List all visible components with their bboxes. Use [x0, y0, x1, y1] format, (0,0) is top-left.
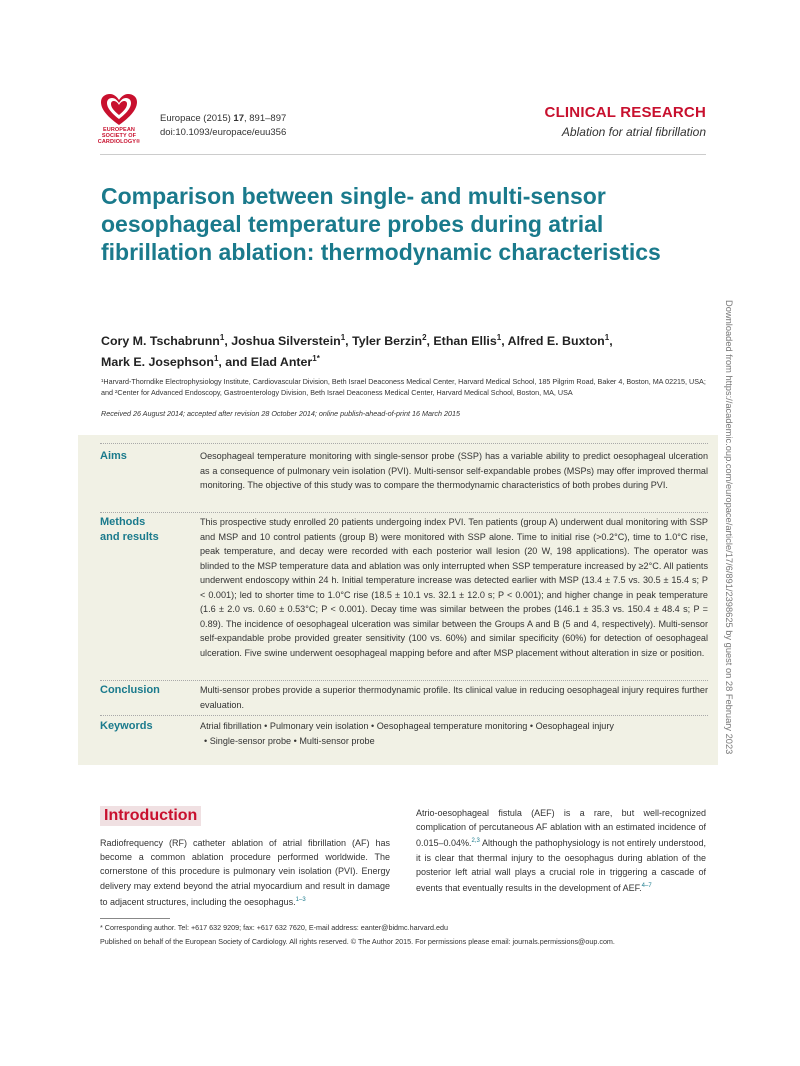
keywords-label: Keywords: [100, 720, 153, 732]
keywords-list: [200, 719, 708, 748]
journal-name: Europace (2015): [160, 113, 231, 124]
article-title: Comparison between single- and multi-sensor oesophageal temperature probes during atrial fibrillation ablation: thermodynamic characteristics: [101, 183, 661, 265]
correspondence-note: * Corresponding author. Tel: +617 632 9209; fax: +617 632 7620, E-mail address: eanter@bidmc.harvard.edu: [100, 923, 448, 932]
author-name[interactable]: Mark E. Josephson: [101, 355, 214, 370]
intro-paragraph: Radiofrequency (RF) catheter ablation of atrial fibrillation (AF) has become a common ablation procedure performed worldwide. The cornerstone of this procedure is pulmonary vein isolation (PVI). Energy delivery may extend beyond the atrial myocardium and result in damage to adjacent structures, including the oesophagus.: [100, 838, 390, 907]
author-name[interactable]: Cory M. Tschabrunn: [101, 334, 220, 349]
journal-volume: 17: [233, 113, 244, 124]
citation-ref[interactable]: 1–3: [295, 896, 306, 903]
author-name[interactable]: and Elad Anter: [225, 355, 313, 370]
author-name[interactable]: Joshua Silverstein: [231, 334, 341, 349]
footnote-rule: [100, 918, 170, 919]
watermark-text: Downloaded from https://academic.oup.com/europace/article/17/6/891/2398625 by guest on 28 February 2023: [724, 300, 734, 755]
affiliations: ¹Harvard-Thorndike Electrophysiology Institute, Cardiovascular Division, Beth Israel Deaconess Medical Center, Harvard Medical School, 185 Pilgrim Road, Baker 4, Boston, MA 02215, USA; and ²Center for Advanced Endoscopy, Gastroenterology Division, Beth Israel Deaconess Medical Center, Harvard Medical School, Boston, MA, USA: [101, 377, 706, 397]
keywords-line: Atrial fibrillation • Pulmonary vein isolation • Oesophageal temperature monitoring • Oesophageal injury: [200, 721, 614, 731]
abstract-methods: [100, 515, 708, 660]
conclusion-label: Conclusion: [100, 684, 160, 696]
abstract-divider: [100, 715, 708, 716]
logo-line-1: EUROPEAN: [103, 127, 135, 133]
author-name[interactable]: Alfred E. Buxton: [507, 334, 605, 349]
abstract-conclusion: [100, 683, 708, 712]
conclusion-text: Multi-sensor probes provide a superior thermodynamic profile. Its clinical value in reducing oesophageal injury requires further evaluation.: [200, 685, 708, 710]
citation-ref[interactable]: 2,3: [471, 838, 480, 845]
author-affil: 1: [604, 333, 610, 342]
logo-line-2: SOCIETY OF: [101, 133, 137, 139]
intro-paragraph: Although the pathophysiology is not entirely understood, it is clear that thermal injury to the oesophagus during ablation of the posterior left atrial wall plays a crucial role in triggering a cascade of events that eventually results in the development of AEF.: [416, 838, 706, 894]
aims-label: Aims: [100, 450, 127, 462]
journal-pages: , 891–897: [244, 113, 287, 124]
author-affil: 1: [340, 333, 346, 342]
abstract-divider: [100, 512, 708, 513]
abstract-divider: [100, 680, 708, 681]
abstract-aims: [100, 449, 708, 493]
doi-link[interactable]: doi:10.1093/europace/euu356: [160, 127, 287, 138]
structured-abstract: [78, 435, 718, 765]
author-affil: 1: [213, 354, 219, 364]
methods-text: This prospective study enrolled 20 patients undergoing index PVI. Ten patients (group A) underwent dual monitoring with SSP and MSP and 10 control patients (group B) were monitored with SSP alone. Time to initial rise (>0.2°C), time to 1.0°C rise, peak temperature, and decay were recorded with each posterior wall lesion (20 W, 198 applications). The operator was blinded to the MSP temperature data and ablation was only interrupted when SSP temperature increased by ≥2°C. All patients underwent endoscopy within 24 h. Initial temperature increase was detected earlier with MSP (13.4 ± 7.5 vs. 30.5 ± 15.4 s; P < 0.001); led to shorter time to 1.0°C rise (18.5 ± 10.1 vs. 32.1 ± 12.0 s; P < 0.001); and higher change in peak temperature (1.6 ± 2.0 vs. 0.60 ± 0.53°C; P < 0.001). Decay time was similar between the probes (146.1 ± 35.3 vs. 150.4 ± 48.4 s; P = 0.89). The incidence of oesophageal ulceration was similar between the Groups A and B (5 and 4, respectively). Multi-sensor self-expandable probe provided greater sensitivity (100 vs. 60%) and similar specificity (60%) for detection of oesophageal ulceration. Five swine underwent oesophageal mapping before and after MSP placement without alteration in size or position.: [200, 517, 708, 658]
intro-paragraph: Atrio-oesophageal fistula (AEF) is a rare, but well-recognized complication of percutaneous AF ablation with an estimated incidence of 0.015–0.04%.: [416, 808, 706, 849]
citation-ref[interactable]: 4–7: [641, 883, 652, 890]
abstract-divider: [100, 443, 708, 444]
logo-line-3: CARDIOLOGY®: [97, 139, 141, 145]
author-affil: 2: [422, 333, 427, 342]
publisher-note: Published on behalf of the European Society of Cardiology. All rights reserved. © The Author 2015. For permissions please email: journals.permissions@oup.com.: [100, 937, 615, 946]
author-affil: 1: [496, 333, 502, 342]
keywords-line: • Single-sensor probe • Multi-sensor probe: [204, 735, 375, 746]
methods-label: Methods and results: [100, 516, 159, 543]
intro-right-column: [416, 806, 706, 895]
section-subtitle: Ablation for atrial fibrillation: [561, 125, 706, 139]
abstract-keywords: [100, 719, 708, 748]
section-label: CLINICAL RESEARCH: [544, 104, 706, 121]
heart-logo-icon: [99, 93, 139, 127]
aims-text: Oesophageal temperature monitoring with single-sensor probe (SSP) has a variable ability to predict oesophageal ulceration as a consequence of pulmonary vein isolation (PVI). Multi-sensor self-expandable probes (MSPs) may offer improved thermal monitoring. The objective of this study was to compare the thermodynamic characteristics of both probes during PVI.: [200, 451, 708, 490]
author-affil: 1: [219, 333, 225, 342]
download-watermark: [724, 300, 744, 770]
author-name[interactable]: Ethan Ellis: [433, 334, 497, 349]
author-affil: 1*: [312, 354, 320, 364]
header-divider: [100, 154, 706, 155]
author-list: Cory M. Tschabrunn$^1$, Joshua Silverstein$^1$, Tyler Berzin$^2$, Ethan Ellis$^1$, Alfred E. Buxton$^1$, Mark E. Josephson$^1$, and Elad Anter$^{1*}$: [101, 333, 613, 370]
intro-left-column: [100, 836, 390, 909]
esc-logo: [88, 93, 150, 145]
journal-citation: [160, 112, 286, 140]
introduction-heading: Introduction: [100, 806, 201, 826]
author-name[interactable]: Tyler Berzin: [352, 334, 423, 349]
article-dates: Received 26 August 2014; accepted after revision 28 October 2014; online publish-ahead-of-print 16 March 2015: [101, 409, 460, 418]
